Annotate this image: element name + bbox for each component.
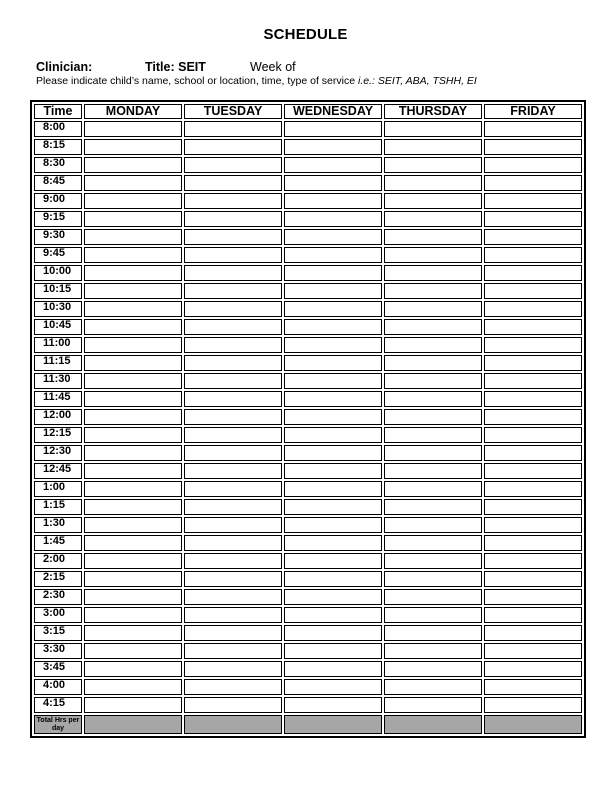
schedule-cell-monday[interactable] — [84, 445, 182, 461]
schedule-cell-wednesday[interactable] — [284, 625, 382, 641]
schedule-cell-monday[interactable] — [84, 427, 182, 443]
schedule-cell-thursday[interactable] — [384, 373, 482, 389]
schedule-cell-friday[interactable] — [484, 121, 582, 137]
schedule-cell-thursday[interactable] — [384, 121, 482, 137]
table-row — [34, 697, 582, 713]
time-cell: 8:00 — [34, 121, 82, 137]
instructions — [36, 75, 477, 87]
schedule-cell-thursday[interactable] — [384, 535, 482, 551]
time-cell: 9:45 — [34, 247, 82, 263]
table-row — [34, 445, 582, 461]
schedule-cell-friday[interactable] — [484, 661, 582, 677]
schedule-cell-wednesday[interactable] — [284, 607, 382, 623]
schedule-cell-wednesday[interactable] — [284, 391, 382, 407]
schedule-cell-thursday[interactable] — [384, 481, 482, 497]
schedule-cell-friday[interactable] — [484, 427, 582, 443]
time-cell: 1:45 — [34, 535, 82, 551]
schedule-cell-thursday[interactable] — [384, 391, 482, 407]
schedule-cell-thursday[interactable] — [384, 607, 482, 623]
schedule-cell-wednesday[interactable] — [284, 535, 382, 551]
schedule-cell-friday[interactable] — [484, 607, 582, 623]
schedule-cell-tuesday[interactable] — [184, 589, 282, 605]
schedule-cell-friday[interactable] — [484, 157, 582, 173]
schedule-cell-thursday[interactable] — [384, 337, 482, 353]
schedule-cell-tuesday[interactable] — [184, 661, 282, 677]
schedule-cell-friday[interactable] — [484, 193, 582, 209]
time-cell: 2:15 — [34, 571, 82, 587]
time-cell: 10:15 — [34, 283, 82, 299]
time-cell: 1:30 — [34, 517, 82, 533]
schedule-cell-monday[interactable] — [84, 247, 182, 263]
schedule-cell-monday[interactable] — [84, 265, 182, 281]
schedule-cell-friday[interactable] — [484, 571, 582, 587]
schedule-cell-friday[interactable] — [484, 247, 582, 263]
schedule-cell-thursday[interactable] — [384, 697, 482, 713]
instructions-text: Please indicate child’s name, school or location, time, type of service — [36, 75, 356, 87]
schedule-cell-tuesday[interactable] — [184, 265, 282, 281]
schedule-cell-tuesday[interactable] — [184, 553, 282, 569]
schedule-cell-thursday[interactable] — [384, 553, 482, 569]
schedule-cell-tuesday[interactable] — [184, 625, 282, 641]
schedule-cell-thursday[interactable] — [384, 625, 482, 641]
schedule-cell-monday[interactable] — [84, 499, 182, 515]
schedule-cell-friday[interactable] — [484, 175, 582, 191]
table-row — [34, 499, 582, 515]
schedule-cell-monday[interactable] — [84, 301, 182, 317]
schedule-cell-monday[interactable] — [84, 391, 182, 407]
table-row — [34, 679, 582, 695]
schedule-cell-tuesday[interactable] — [184, 355, 282, 371]
schedule-cell-monday[interactable] — [84, 679, 182, 695]
schedule-cell-thursday[interactable] — [384, 247, 482, 263]
table-row — [34, 319, 582, 335]
schedule-cell-friday[interactable] — [484, 355, 582, 371]
table-row — [34, 265, 582, 281]
schedule-cell-friday[interactable] — [484, 229, 582, 245]
time-cell: 1:00 — [34, 481, 82, 497]
table-row — [34, 121, 582, 137]
time-cell: 12:45 — [34, 463, 82, 479]
time-cell: 10:30 — [34, 301, 82, 317]
schedule-cell-tuesday[interactable] — [184, 481, 282, 497]
title-label: Title: SEIT — [145, 60, 206, 74]
schedule-cell-friday[interactable] — [484, 643, 582, 659]
time-cell: 3:30 — [34, 643, 82, 659]
schedule-cell-monday[interactable] — [84, 229, 182, 245]
schedule-cell-friday[interactable] — [484, 283, 582, 299]
schedule-cell-thursday[interactable] — [384, 319, 482, 335]
time-cell: 11:00 — [34, 337, 82, 353]
table-row — [34, 139, 582, 155]
schedule-cell-wednesday[interactable] — [284, 517, 382, 533]
schedule-cell-tuesday[interactable] — [184, 139, 282, 155]
page-title: SCHEDULE — [263, 26, 348, 43]
schedule-cell-friday[interactable] — [484, 391, 582, 407]
schedule-cell-thursday[interactable] — [384, 175, 482, 191]
table-row — [34, 373, 582, 389]
schedule-cell-friday[interactable] — [484, 319, 582, 335]
schedule-cell-monday[interactable] — [84, 517, 182, 533]
schedule-cell-thursday[interactable] — [384, 157, 482, 173]
schedule-cell-monday[interactable] — [84, 337, 182, 353]
header-row — [34, 104, 582, 119]
schedule-cell-tuesday[interactable] — [184, 679, 282, 695]
schedule-cell-tuesday[interactable] — [184, 373, 282, 389]
schedule-cell-friday[interactable] — [484, 679, 582, 695]
time-cell: 9:00 — [34, 193, 82, 209]
schedule-cell-monday[interactable] — [84, 697, 182, 713]
schedule-cell-tuesday[interactable] — [184, 175, 282, 191]
time-cell: 12:30 — [34, 445, 82, 461]
schedule-cell-tuesday[interactable] — [184, 697, 282, 713]
total-hours-cell-tuesday[interactable] — [184, 715, 282, 734]
table-row — [34, 517, 582, 533]
table-row — [34, 229, 582, 245]
time-cell: 8:45 — [34, 175, 82, 191]
schedule-cell-wednesday[interactable] — [284, 319, 382, 335]
schedule-cell-thursday[interactable] — [384, 463, 482, 479]
schedule-cell-friday[interactable] — [484, 697, 582, 713]
schedule-cell-monday[interactable] — [84, 121, 182, 137]
schedule-cell-thursday[interactable] — [384, 229, 482, 245]
total-hours-cell-friday[interactable] — [484, 715, 582, 734]
schedule-cell-monday[interactable] — [84, 175, 182, 191]
table-row — [34, 157, 582, 173]
schedule-cell-monday[interactable] — [84, 373, 182, 389]
schedule-cell-monday[interactable] — [84, 193, 182, 209]
schedule-cell-friday[interactable] — [484, 211, 582, 227]
table-row — [34, 283, 582, 299]
time-cell: 10:45 — [34, 319, 82, 335]
time-cell: 2:00 — [34, 553, 82, 569]
schedule-cell-wednesday[interactable] — [284, 445, 382, 461]
schedule-cell-tuesday[interactable] — [184, 571, 282, 587]
schedule-cell-wednesday[interactable] — [284, 463, 382, 479]
schedule-cell-monday[interactable] — [84, 319, 182, 335]
time-cell: 12:15 — [34, 427, 82, 443]
total-hours-cell-wednesday[interactable] — [284, 715, 382, 734]
clinician-label: Clinician: — [36, 60, 93, 74]
schedule-cell-thursday[interactable] — [384, 499, 482, 515]
table-row — [34, 391, 582, 407]
schedule-cell-tuesday[interactable] — [184, 427, 282, 443]
table-row — [34, 175, 582, 191]
schedule-cell-tuesday[interactable] — [184, 193, 282, 209]
schedule-cell-thursday[interactable] — [384, 661, 482, 677]
time-cell: 8:30 — [34, 157, 82, 173]
schedule-cell-wednesday[interactable] — [284, 355, 382, 371]
time-cell: 3:15 — [34, 625, 82, 641]
table-row — [34, 607, 582, 623]
time-cell: 12:00 — [34, 409, 82, 425]
schedule-cell-friday[interactable] — [484, 445, 582, 461]
schedule-cell-wednesday[interactable] — [284, 157, 382, 173]
schedule-cell-monday[interactable] — [84, 157, 182, 173]
schedule-table-frame — [30, 100, 586, 738]
schedule-cell-tuesday[interactable] — [184, 301, 282, 317]
schedule-cell-wednesday[interactable] — [284, 211, 382, 227]
schedule-cell-wednesday[interactable] — [284, 589, 382, 605]
schedule-cell-monday[interactable] — [84, 355, 182, 371]
schedule-cell-tuesday[interactable] — [184, 283, 282, 299]
schedule-cell-tuesday[interactable] — [184, 229, 282, 245]
schedule-cell-thursday[interactable] — [384, 283, 482, 299]
schedule-cell-monday[interactable] — [84, 139, 182, 155]
schedule-cell-friday[interactable] — [484, 553, 582, 569]
schedule-cell-wednesday[interactable] — [284, 175, 382, 191]
schedule-cell-wednesday[interactable] — [284, 373, 382, 389]
schedule-cell-wednesday[interactable] — [284, 409, 382, 425]
week-of-label: Week of — [250, 60, 296, 74]
schedule-cell-wednesday[interactable] — [284, 229, 382, 245]
time-cell: 9:15 — [34, 211, 82, 227]
instructions-examples: i.e.: SEIT, ABA, TSHH, EI — [355, 75, 477, 87]
schedule-cell-monday[interactable] — [84, 283, 182, 299]
schedule-cell-tuesday[interactable] — [184, 409, 282, 425]
schedule-cell-wednesday[interactable] — [284, 247, 382, 263]
time-cell: 3:00 — [34, 607, 82, 623]
schedule-cell-wednesday[interactable] — [284, 427, 382, 443]
schedule-cell-tuesday[interactable] — [184, 211, 282, 227]
header-info-row — [36, 60, 296, 76]
schedule-cell-monday[interactable] — [84, 589, 182, 605]
schedule-cell-friday[interactable] — [484, 481, 582, 497]
table-row — [34, 463, 582, 479]
schedule-cell-thursday[interactable] — [384, 517, 482, 533]
time-cell: 1:15 — [34, 499, 82, 515]
schedule-cell-wednesday[interactable] — [284, 337, 382, 353]
schedule-cell-monday[interactable] — [84, 643, 182, 659]
schedule-cell-friday[interactable] — [484, 373, 582, 389]
schedule-cell-friday[interactable] — [484, 463, 582, 479]
schedule-cell-monday[interactable] — [84, 211, 182, 227]
schedule-cell-wednesday[interactable] — [284, 139, 382, 155]
schedule-cell-tuesday[interactable] — [184, 121, 282, 137]
time-cell: 3:45 — [34, 661, 82, 677]
schedule-cell-tuesday[interactable] — [184, 247, 282, 263]
column-header-monday: MONDAY — [84, 104, 182, 119]
schedule-cell-tuesday[interactable] — [184, 463, 282, 479]
schedule-cell-friday[interactable] — [484, 301, 582, 317]
schedule-cell-thursday[interactable] — [384, 427, 482, 443]
table-row — [34, 355, 582, 371]
table-row — [34, 427, 582, 443]
table-row — [34, 211, 582, 227]
time-cell: 11:30 — [34, 373, 82, 389]
time-cell: 9:30 — [34, 229, 82, 245]
column-header-friday: FRIDAY — [484, 104, 582, 119]
table-row — [34, 193, 582, 209]
schedule-cell-tuesday[interactable] — [184, 499, 282, 515]
schedule-cell-tuesday[interactable] — [184, 157, 282, 173]
time-cell: 8:15 — [34, 139, 82, 155]
schedule-cell-tuesday[interactable] — [184, 535, 282, 551]
total-hours-cell-monday[interactable] — [84, 715, 182, 734]
schedule-table — [32, 102, 584, 736]
schedule-cell-thursday[interactable] — [384, 139, 482, 155]
schedule-cell-tuesday[interactable] — [184, 391, 282, 407]
schedule-cell-wednesday[interactable] — [284, 193, 382, 209]
schedule-cell-tuesday[interactable] — [184, 337, 282, 353]
schedule-cell-wednesday[interactable] — [284, 283, 382, 299]
table-row — [34, 589, 582, 605]
schedule-cell-friday[interactable] — [484, 517, 582, 533]
table-row — [34, 337, 582, 353]
schedule-cell-monday[interactable] — [84, 625, 182, 641]
schedule-cell-wednesday[interactable] — [284, 643, 382, 659]
column-header-time: Time — [34, 104, 82, 119]
schedule-cell-friday[interactable] — [484, 409, 582, 425]
schedule-cell-friday[interactable] — [484, 337, 582, 353]
time-cell: 4:00 — [34, 679, 82, 695]
schedule-cell-wednesday[interactable] — [284, 679, 382, 695]
table-row — [34, 301, 582, 317]
schedule-cell-tuesday[interactable] — [184, 607, 282, 623]
total-hours-row — [34, 715, 582, 734]
schedule-cell-friday[interactable] — [484, 499, 582, 515]
schedule-cell-thursday[interactable] — [384, 445, 482, 461]
schedule-cell-wednesday[interactable] — [284, 265, 382, 281]
schedule-cell-thursday[interactable] — [384, 193, 482, 209]
schedule-cell-monday[interactable] — [84, 463, 182, 479]
schedule-cell-thursday[interactable] — [384, 265, 482, 281]
schedule-cell-thursday[interactable] — [384, 679, 482, 695]
schedule-cell-thursday[interactable] — [384, 355, 482, 371]
column-header-tuesday: TUESDAY — [184, 104, 282, 119]
schedule-cell-monday[interactable] — [84, 535, 182, 551]
table-row — [34, 553, 582, 569]
time-cell: 11:15 — [34, 355, 82, 371]
total-hours-label: Total Hrs per day — [34, 715, 82, 734]
schedule-cell-wednesday[interactable] — [284, 499, 382, 515]
schedule-cell-monday[interactable] — [84, 481, 182, 497]
time-cell: 2:30 — [34, 589, 82, 605]
schedule-cell-wednesday[interactable] — [284, 481, 382, 497]
schedule-cell-thursday[interactable] — [384, 589, 482, 605]
schedule-cell-friday[interactable] — [484, 589, 582, 605]
time-cell: 4:15 — [34, 697, 82, 713]
table-row — [34, 409, 582, 425]
schedule-cell-thursday[interactable] — [384, 211, 482, 227]
schedule-cell-wednesday[interactable] — [284, 697, 382, 713]
table-row — [34, 643, 582, 659]
schedule-cell-tuesday[interactable] — [184, 319, 282, 335]
total-hours-cell-thursday[interactable] — [384, 715, 482, 734]
schedule-cell-monday[interactable] — [84, 553, 182, 569]
table-row — [34, 625, 582, 641]
schedule-cell-tuesday[interactable] — [184, 643, 282, 659]
schedule-cell-tuesday[interactable] — [184, 517, 282, 533]
schedule-cell-friday[interactable] — [484, 625, 582, 641]
schedule-cell-wednesday[interactable] — [284, 553, 382, 569]
schedule-cell-wednesday[interactable] — [284, 661, 382, 677]
column-header-wednesday: WEDNESDAY — [284, 104, 382, 119]
schedule-cell-monday[interactable] — [84, 607, 182, 623]
schedule-cell-thursday[interactable] — [384, 571, 482, 587]
schedule-cell-monday[interactable] — [84, 409, 182, 425]
schedule-cell-friday[interactable] — [484, 139, 582, 155]
schedule-cell-thursday[interactable] — [384, 409, 482, 425]
schedule-cell-thursday[interactable] — [384, 301, 482, 317]
schedule-cell-wednesday[interactable] — [284, 121, 382, 137]
table-row — [34, 481, 582, 497]
schedule-cell-thursday[interactable] — [384, 643, 482, 659]
schedule-cell-friday[interactable] — [484, 265, 582, 281]
schedule-cell-monday[interactable] — [84, 571, 182, 587]
table-row — [34, 247, 582, 263]
column-header-thursday: THURSDAY — [384, 104, 482, 119]
schedule-cell-friday[interactable] — [484, 535, 582, 551]
table-row — [34, 535, 582, 551]
schedule-cell-monday[interactable] — [84, 661, 182, 677]
time-cell: 11:45 — [34, 391, 82, 407]
schedule-body — [34, 121, 582, 734]
table-row — [34, 571, 582, 587]
table-row — [34, 661, 582, 677]
schedule-cell-wednesday[interactable] — [284, 301, 382, 317]
schedule-cell-tuesday[interactable] — [184, 445, 282, 461]
schedule-cell-wednesday[interactable] — [284, 571, 382, 587]
time-cell: 10:00 — [34, 265, 82, 281]
